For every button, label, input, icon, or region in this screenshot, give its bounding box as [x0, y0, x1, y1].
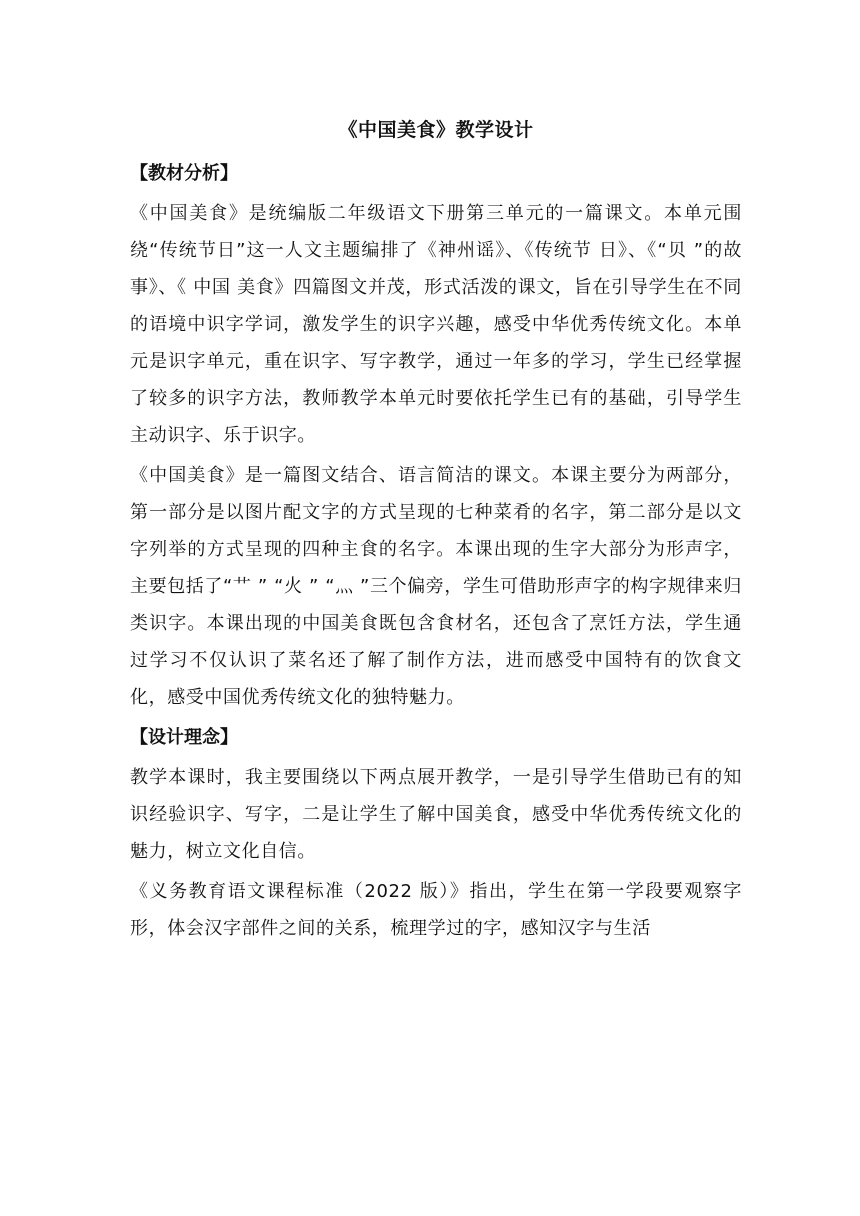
section-heading-textbook-analysis: 【教材分析】 [130, 163, 238, 184]
paragraph: 《中国美食》是一篇图文结合、语言简洁的课文。本课主要分为两部分，第一部分是以图片配文字的方式呈现的七种菜肴的名字，第二部分是以文字列举的方式呈现的四种主食的名字。本课出现的生字大部分为形声字，主要包括了“艹 ” “火 ” “灬 ”三个偏旁，学生可借助形声字的构字规律来归类识字。本课出现的中国美食既包含食材名，还包含了烹饪方法，学生通过学习不仅认识了菜名还了解了制作方法，进而感受中国特有的饮食文化，感受中国优秀传统文化的独特魅力。 [130, 465, 742, 708]
paragraph: 教学本课时，我主要围绕以下两点展开教学，一是引导学生借助已有的知识经验识字、写字，二是让学生了解中国美食，感受中华优秀传统文化的魅力，树立文化自信。 [130, 767, 742, 862]
paragraph: 《中国美食》是统编版二年级语文下册第三单元的一篇课文。本单元围绕“传统节日”这一人文主题编排了《神州谣》、《传统节 日》、《“贝 ”的故事》、《 中国 美食》四篇图文并茂，形式活泼的课文，旨在引导学生在不同的语境中识字学词，激发学生的识字兴趣，感受中华优秀传统文化。本单元是识字单元，重在识字、写字教学，通过一年多的学习，学生已经掌握了较多的识字方法，教师教学本单元时要依托学生已有的基础，引导学生主动识字、乐于识字。 [130, 203, 742, 446]
section-heading-design-concept: 【设计理念】 [130, 727, 238, 748]
document-body [130, 113, 742, 950]
paragraph: 《义务教育语文课程标准（2022 版）》指出，学生在第一学段要观察字形，体会汉字部件之间的关系，梳理学过的字，感知汉字与生活 [130, 881, 742, 939]
document-title: 《中国美食》教学设计 [338, 119, 534, 141]
